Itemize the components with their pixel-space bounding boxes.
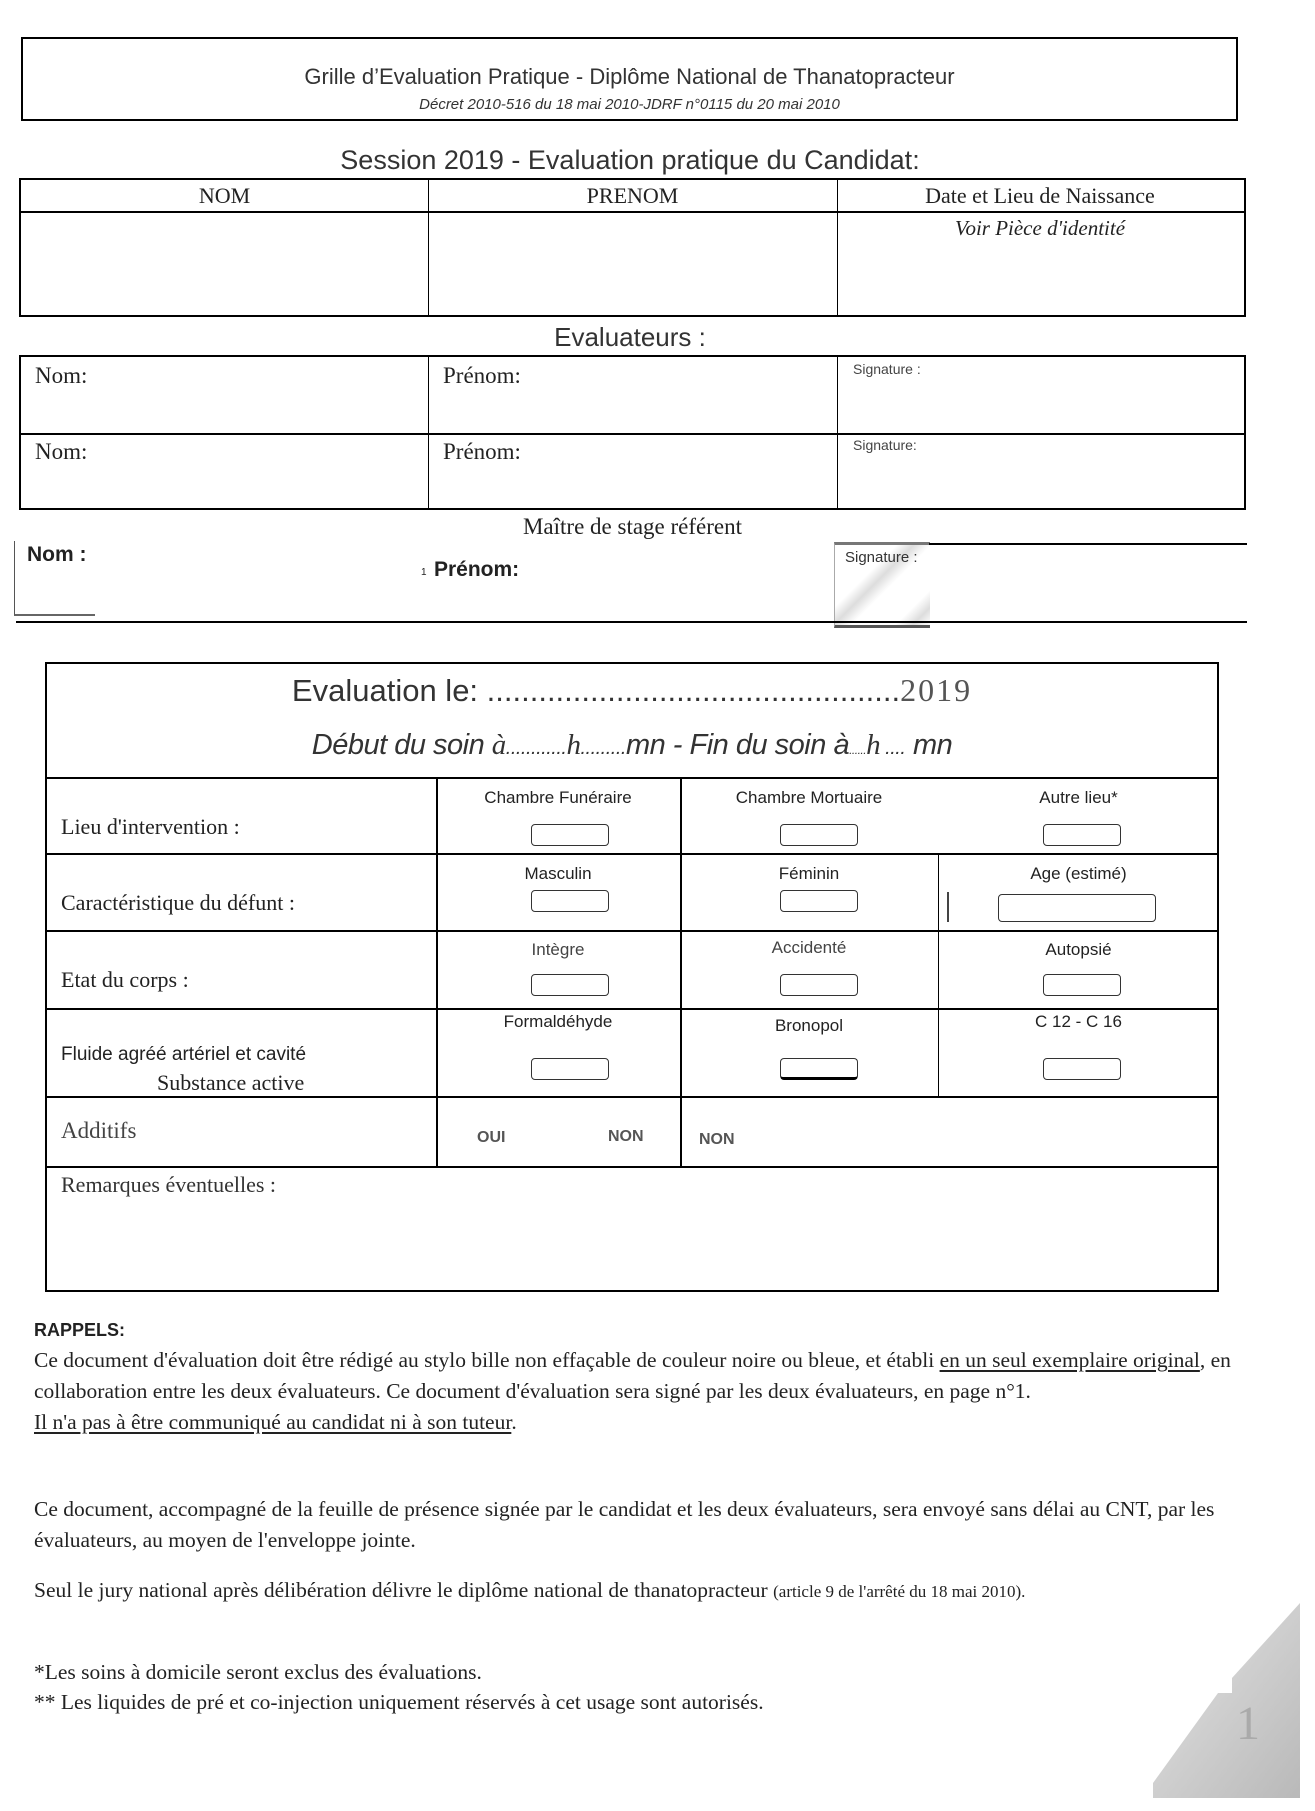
- evaluation-year: 2019: [900, 672, 973, 708]
- evaluation-date-line[interactable]: [47, 672, 1217, 709]
- remarks-label: Remarques éventuelles :: [61, 1172, 277, 1197]
- candidate-birth-field[interactable]: Voir Pièce d'identité: [954, 216, 1126, 240]
- evaluators-table: [19, 355, 1246, 510]
- column-header-birth: Date et Lieu de Naissance: [925, 183, 1155, 208]
- rappels-title: RAPPELS:: [34, 1320, 126, 1340]
- maitre-signature-box[interactable]: [834, 542, 930, 628]
- checkbox-chambre-mortuaire[interactable]: [780, 824, 858, 846]
- page-corner-icon: [1148, 1598, 1308, 1803]
- checkbox-bronopol[interactable]: [780, 1058, 858, 1080]
- row-label-etat: Etat du corps :: [61, 967, 189, 992]
- evaluator-2-signature[interactable]: Signature:: [853, 437, 917, 453]
- candidate-nom-field[interactable]: [23, 216, 426, 314]
- page-number-tab: [1148, 1598, 1308, 1803]
- rappels-paragraph-2: Ce document, accompagné de la feuille de présence signée par le candidat et les deux évaluateurs, sera envoyé sans délai au CNT, par les évaluateurs, au moyen de l'enveloppe jointe.: [34, 1497, 1215, 1552]
- option-label-feminin: Féminin: [778, 864, 840, 883]
- option-label-chambre-mortuaire: Chambre Mortuaire: [735, 788, 883, 807]
- page-number: 1: [1236, 1697, 1260, 1750]
- option-label-chambre-funeraire: Chambre Funéraire: [484, 788, 632, 807]
- checkbox-autre-lieu[interactable]: [1043, 824, 1121, 846]
- option-label-masculin: Masculin: [524, 864, 592, 883]
- checkbox-formaldehyde[interactable]: [531, 1058, 609, 1080]
- maitre-signature-label: Signature :: [845, 549, 918, 566]
- additifs-non-option-2[interactable]: NON: [699, 1131, 735, 1148]
- additifs-oui-option[interactable]: OUI: [477, 1129, 506, 1146]
- rappels-underline-original: en un seul exemplaire original: [939, 1348, 1200, 1372]
- evaluator-2-nom[interactable]: Nom:: [35, 439, 88, 464]
- option-label-c12-c16: C 12 - C 16: [1035, 1012, 1122, 1031]
- option-label-integre: Intègre: [531, 940, 585, 959]
- session-title: Session 2019 - Evaluation pratique du Candidat:: [340, 145, 920, 175]
- evaluators-title: Evaluateurs :: [554, 322, 706, 352]
- maitre-prenom-label[interactable]: Prénom:: [434, 558, 520, 581]
- care-time-line[interactable]: Début du soin à............h.........mn - Fin du soin à......h .... mn: [311, 729, 953, 761]
- option-label-accidente: Accidenté: [771, 938, 847, 957]
- age-cursor: [947, 892, 949, 922]
- evaluation-table: [45, 662, 1219, 1292]
- evaluator-1-nom[interactable]: Nom:: [35, 363, 88, 388]
- evaluator-2-prenom[interactable]: Prénom:: [443, 439, 521, 464]
- column-header-nom: NOM: [198, 183, 251, 208]
- remarks-field[interactable]: [51, 1204, 1213, 1286]
- row-label-fluide: Fluide agréé artériel et cavité: [61, 1044, 307, 1065]
- checkbox-integre[interactable]: [531, 974, 609, 996]
- column-header-prenom: PRENOM: [586, 183, 679, 208]
- option-label-bronopol: Bronopol: [774, 1016, 844, 1035]
- row-label-additifs: Additifs: [61, 1118, 137, 1143]
- maitre-de-stage-title: Maître de stage référent: [522, 514, 743, 539]
- option-label-autre-lieu: Autre lieu*: [1039, 788, 1118, 807]
- option-label-age: Age (estimé): [1030, 864, 1127, 883]
- header-box: [21, 37, 1238, 121]
- checkbox-accidente[interactable]: [780, 974, 858, 996]
- option-label-formaldehyde: Formaldéhyde: [503, 1012, 613, 1031]
- rappels-paragraph-3: Seul le jury national après délibération délivre le diplôme national de thanatopracteur (article 9 de l'arrêté du 18 mai 2010).: [34, 1578, 1026, 1602]
- checkbox-feminin[interactable]: [780, 890, 858, 912]
- checkbox-chambre-funeraire[interactable]: [531, 824, 609, 846]
- document-title: Grille d’Evaluation Pratique - Diplôme National de Thanatopracteur: [304, 64, 955, 89]
- additifs-non-option[interactable]: NON: [608, 1128, 644, 1145]
- option-label-autopsie: Autopsié: [1045, 940, 1112, 959]
- candidate-prenom-field[interactable]: [431, 216, 835, 314]
- candidate-table: [19, 178, 1246, 317]
- maitre-prenom-marker: 1: [421, 567, 427, 578]
- evaluator-1-signature[interactable]: Signature :: [853, 361, 921, 377]
- rappels-paragraph-1: Ce document d'évaluation doit être rédigé au stylo bille non effaçable de couleur noire ou bleue, et établi en un seul exemplaire original, en collaboration entre les deux évaluateurs. Ce document d'évaluation sera signé par les deux évaluateurs, en page n°1. Il n'a pas à être communiqué au candidat ni à son tuteur.: [34, 1348, 1231, 1434]
- age-input[interactable]: [998, 894, 1156, 922]
- rappels-note-2: ** Les liquides de pré et co-injection uniquement réservés à cet usage sont autorisés.: [34, 1690, 764, 1714]
- row-label-lieu: Lieu d'intervention :: [61, 814, 240, 839]
- evaluator-1-prenom[interactable]: Prénom:: [443, 363, 521, 388]
- checkbox-c12-c16[interactable]: [1043, 1058, 1121, 1080]
- maitre-nom-label[interactable]: Nom :: [27, 543, 87, 566]
- rappels-note-1: *Les soins à domicile seront exclus des évaluations.: [34, 1660, 482, 1684]
- rappels-underline-confidential: Il n'a pas à être communiqué au candidat ni à son tuteur: [34, 1410, 512, 1434]
- row-sublabel-substance: Substance active: [157, 1070, 305, 1095]
- checkbox-masculin[interactable]: [531, 890, 609, 912]
- document-subtitle: Décret 2010-516 du 18 mai 2010-JDRF n°0115 du 20 mai 2010: [419, 96, 840, 113]
- checkbox-autopsie[interactable]: [1043, 974, 1121, 996]
- evaluation-date-label: Evaluation le: ................................................: [291, 673, 901, 708]
- row-label-caracteristique: Caractéristique du défunt :: [61, 890, 295, 915]
